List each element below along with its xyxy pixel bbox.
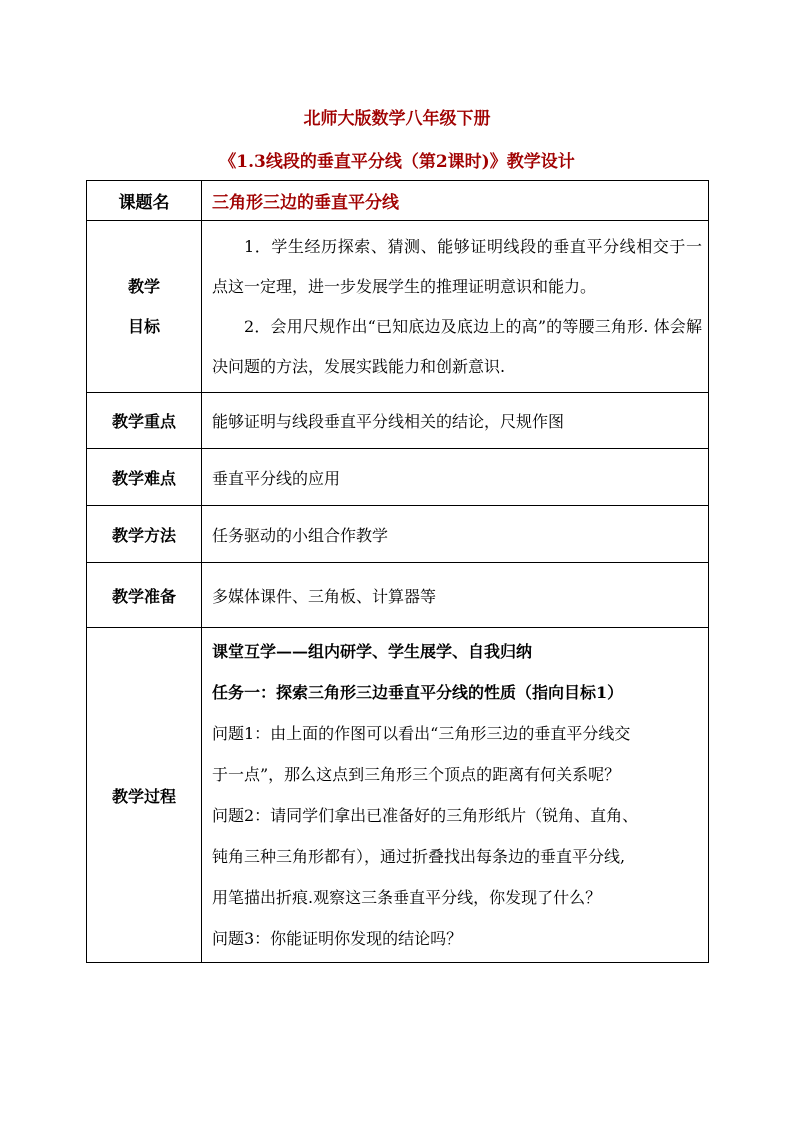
row-goals — [87, 221, 709, 393]
label-key: 教学重点 — [87, 393, 202, 449]
value-key: 能够证明与线段垂直平分线相关的结论，尺规作图 — [202, 393, 709, 449]
label-goals-b: 目标 — [127, 316, 160, 336]
label-goals — [87, 221, 202, 393]
label-method: 教学方法 — [87, 506, 202, 563]
process-line: 于一点”，那么这点到三角形三个顶点的距离有何关系呢？ — [212, 765, 621, 784]
goal-2: 2．会用尺规作出“已知底边及底边上的高”的等腰三角形. 体会解决问题的方法，发展实践能力和创新意识. — [212, 316, 702, 376]
doc-title: 北师大版数学八年级下册 — [303, 109, 491, 129]
row-prep — [87, 563, 709, 628]
process-line: 问题3：你能证明你发现的结论吗？ — [212, 929, 463, 948]
goal-1: 1．学生经历探索、猜测、能够证明线段的垂直平分线相交于一点这一定理，进一步发展学生的推理证明意识和能力。 — [212, 236, 702, 296]
label-prep: 教学准备 — [87, 563, 202, 628]
process-line: 问题1：由上面的作图可以看出“三角形三边的垂直平分线交 — [212, 724, 631, 743]
topic-text: 三角形三边的垂直平分线 — [212, 193, 399, 213]
label-difficulty: 教学难点 — [87, 449, 202, 506]
value-method: 任务驱动的小组合作教学 — [202, 506, 709, 563]
value-goals — [202, 221, 709, 393]
row-process — [87, 628, 709, 963]
process-line: 钝角三种三角形都有），通过折叠找出每条边的垂直平分线, — [212, 847, 626, 866]
process-task1: 任务一：探索三角形三边垂直平分线的性质（指向目标1） — [212, 683, 624, 702]
value-process — [202, 628, 709, 963]
value-difficulty: 垂直平分线的应用 — [202, 449, 709, 506]
label-goals-a: 教学 — [127, 276, 160, 296]
value-prep: 多媒体课件、三角板、计算器等 — [202, 563, 709, 628]
label-topic: 课题名 — [87, 181, 202, 221]
value-topic — [202, 181, 709, 221]
process-heading: 课堂互学——组内研学、学生展学、自我归纳 — [212, 642, 533, 661]
row-key — [87, 393, 709, 449]
process-line: 用笔描出折痕.观察这三条垂直平分线，你发现了什么？ — [212, 888, 602, 907]
row-method — [87, 506, 709, 563]
row-difficulty — [87, 449, 709, 506]
lesson-plan-table — [86, 180, 709, 963]
doc-subtitle: 《1.3线段的垂直平分线（第2课时)》教学设计 — [219, 152, 575, 172]
row-topic — [87, 181, 709, 221]
process-line: 问题2：请同学们拿出已准备好的三角形纸片（锐角、直角、 — [212, 806, 639, 825]
label-process: 教学过程 — [87, 628, 202, 963]
